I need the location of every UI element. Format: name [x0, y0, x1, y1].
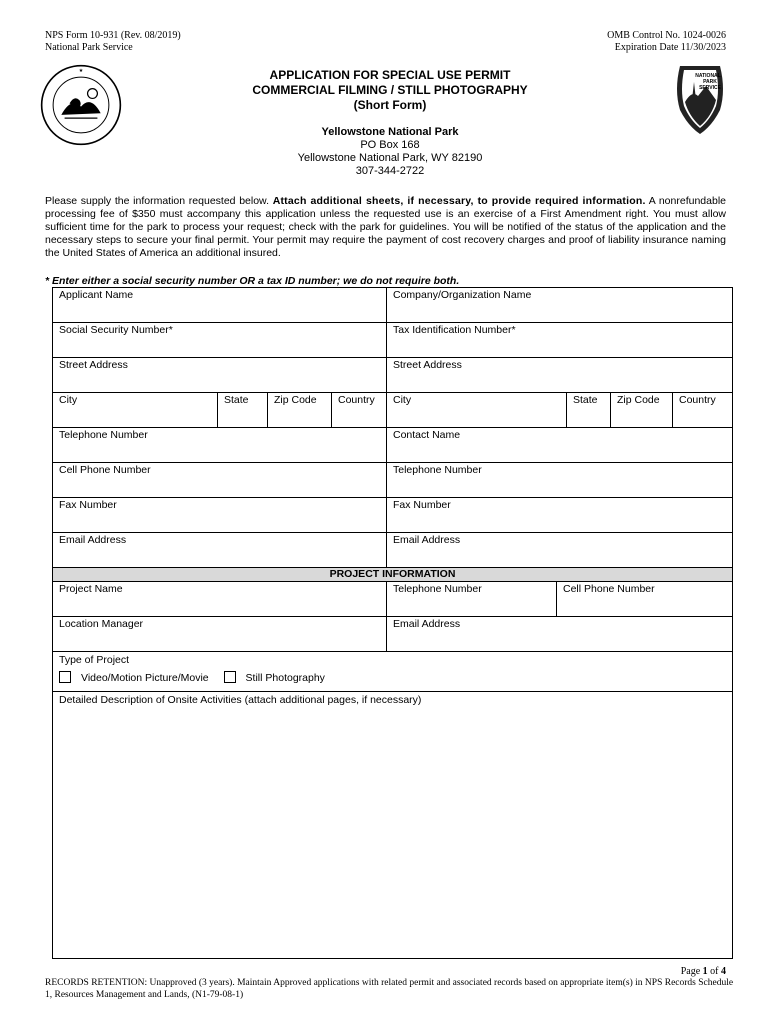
street-address-right-field[interactable] [387, 358, 733, 393]
type-of-project-field [53, 652, 733, 692]
street-address-left-label: Street Address [59, 359, 128, 371]
svg-text:★: ★ [78, 69, 84, 75]
email-left-label: Email Address [59, 534, 127, 546]
page-of: of [710, 966, 719, 977]
intro-bold-text: Attach additional sheets, if necessary, to provide required information. [272, 195, 646, 207]
cell-phone-left-field[interactable] [53, 463, 387, 498]
city-left-field[interactable] [53, 393, 218, 428]
ssn-tin-note: * Enter either a social security number OR a tax ID number; we do not require both. [45, 275, 460, 287]
nps-arrowhead-logo [672, 60, 728, 136]
instructions-paragraph [45, 195, 726, 260]
fax-right-label: Fax Number [393, 499, 451, 511]
fax-left-field[interactable] [53, 498, 387, 533]
park-address [150, 126, 630, 178]
form-header-left [45, 30, 181, 54]
intro-text-2: A nonrefundable processing fee of $350 must accompany this application unless the requested use is an exercise of a First Amendment right. You must allow sufficient time for the park to process your request; check with the park for guidelines. You will be notified of the status of the application and the necessary steps to secure your final permit. Your permit may require the payment of cost recovery charges and proof of liability insurance naming the United States of America an additional insured. [45, 195, 726, 259]
project-telephone-label: Telephone Number [393, 583, 482, 595]
form-title [150, 68, 630, 113]
contact-name-label: Contact Name [393, 429, 461, 441]
expiration-date: Expiration Date 11/30/2023 [614, 42, 726, 53]
form-header-right [607, 30, 726, 54]
park-city: Yellowstone National Park, WY 82190 [297, 152, 483, 164]
project-name-field[interactable] [53, 582, 387, 617]
ssn-label: Social Security Number* [59, 324, 173, 336]
zip-left-field[interactable] [268, 393, 332, 428]
telephone-right-label: Telephone Number [393, 464, 482, 476]
still-photography-option-label: Still Photography [245, 672, 325, 684]
contact-name-field[interactable] [387, 428, 733, 463]
email-left-field[interactable] [53, 533, 387, 568]
company-name-label: Company/Organization Name [393, 289, 532, 301]
company-name-field[interactable] [387, 288, 733, 323]
location-manager-label: Location Manager [59, 618, 144, 630]
svg-text:PARK: PARK [703, 79, 717, 85]
country-right-label: Country [679, 394, 716, 406]
location-manager-field[interactable] [53, 617, 387, 652]
fax-left-label: Fax Number [59, 499, 117, 511]
city-right-label: City [393, 394, 412, 406]
zip-right-field[interactable] [611, 393, 673, 428]
park-name: Yellowstone National Park [321, 126, 459, 138]
page-number: 1 [702, 966, 708, 977]
project-name-label: Project Name [59, 583, 123, 595]
telephone-left-field[interactable] [53, 428, 387, 463]
project-email-label: Email Address [393, 618, 461, 630]
doi-seal-logo [40, 64, 122, 146]
records-retention-footer: RECORDS RETENTION: Unapproved (3 years). Maintain Approved applications with related permit and associated records based on appropriate item(s) in NPS Records Schedule 1, Resources Management and Lands, (N1-79-08-1) [45, 978, 734, 1000]
park-phone: 307-344-2722 [355, 165, 425, 177]
fax-right-field[interactable] [387, 498, 733, 533]
project-cell-label: Cell Phone Number [563, 583, 655, 595]
form-number: NPS Form 10-931 (Rev. 08/2019) [45, 30, 181, 41]
zip-right-label: Zip Code [617, 394, 660, 406]
state-left-field[interactable] [218, 393, 268, 428]
city-left-label: City [59, 394, 78, 406]
city-right-field[interactable] [387, 393, 567, 428]
applicant-name-field[interactable] [53, 288, 387, 323]
svg-text:SERVICE: SERVICE [699, 85, 721, 91]
zip-left-label: Zip Code [274, 394, 317, 406]
onsite-activities-description-label: Detailed Description of Onsite Activities (attach additional pages, if necessary) [59, 694, 422, 706]
tin-field[interactable] [387, 323, 733, 358]
intro-text-1: Please supply the information requested below. [45, 195, 269, 207]
cell-phone-left-label: Cell Phone Number [59, 464, 151, 476]
ssn-field[interactable] [53, 323, 387, 358]
po-box: PO Box 168 [360, 139, 420, 151]
page-indicator [681, 966, 726, 977]
tin-label: Tax Identification Number* [393, 324, 516, 336]
project-cell-field[interactable] [557, 582, 733, 617]
project-telephone-field[interactable] [387, 582, 557, 617]
project-information-header: PROJECT INFORMATION [53, 568, 733, 582]
street-address-right-label: Street Address [393, 359, 462, 371]
svg-text:NATIONAL: NATIONAL [695, 73, 721, 79]
still-photography-checkbox[interactable] [224, 671, 236, 683]
street-address-left-field[interactable] [53, 358, 387, 393]
telephone-left-label: Telephone Number [59, 429, 148, 441]
applicant-name-label: Applicant Name [59, 289, 134, 301]
country-left-label: Country [338, 394, 375, 406]
country-right-field[interactable] [673, 393, 733, 428]
title-line-2: COMMERCIAL FILMING / STILL PHOTOGRAPHY [252, 83, 528, 97]
title-line-1: APPLICATION FOR SPECIAL USE PERMIT [269, 68, 511, 82]
country-left-field[interactable] [332, 393, 387, 428]
type-of-project-label: Type of Project [59, 654, 130, 666]
state-right-label: State [573, 394, 598, 406]
application-form-table [52, 287, 733, 959]
onsite-activities-description-field[interactable] [53, 692, 733, 959]
omb-control-number: OMB Control No. 1024-0026 [607, 30, 726, 41]
page-total: 4 [721, 966, 726, 977]
agency-name: National Park Service [45, 42, 133, 53]
page-prefix: Page [680, 966, 701, 977]
state-right-field[interactable] [567, 393, 611, 428]
state-left-label: State [224, 394, 249, 406]
title-line-3: (Short Form) [353, 98, 427, 112]
video-option-label: Video/Motion Picture/Movie [81, 672, 209, 684]
project-email-field[interactable] [387, 617, 733, 652]
email-right-label: Email Address [393, 534, 461, 546]
video-checkbox[interactable] [59, 671, 71, 683]
telephone-right-field[interactable] [387, 463, 733, 498]
email-right-field[interactable] [387, 533, 733, 568]
